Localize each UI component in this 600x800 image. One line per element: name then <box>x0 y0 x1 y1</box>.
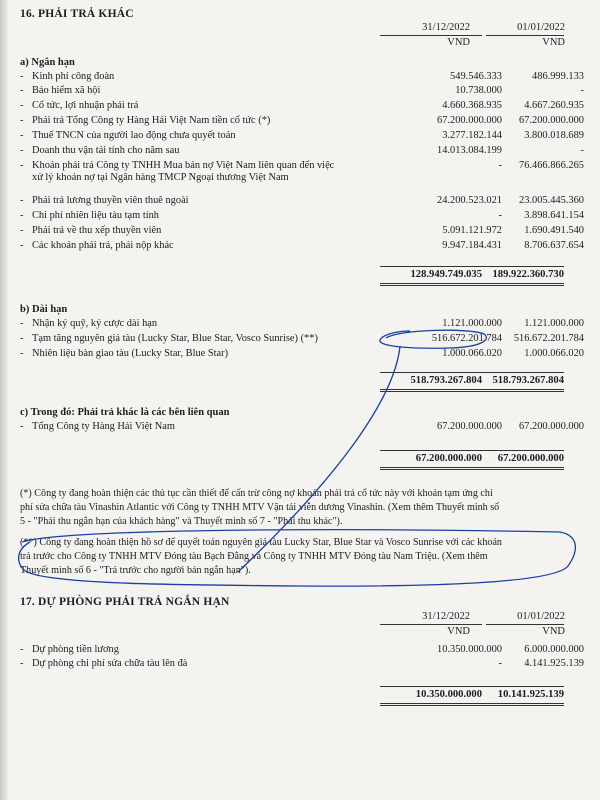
row-bullet: - <box>20 240 24 251</box>
note-line: phí sửa chữa tàu Vinashin Atlantic với Công ty TNHH MTV Vận tải viễn dương Vinashin. (Xem thêm Thuyết minh số <box>20 502 500 513</box>
row-label: Thuế TNCN của người lao động chưa quyết toán <box>32 130 236 141</box>
table-row <box>20 240 590 254</box>
section-17-title: 17. DỰ PHÒNG PHẢI TRẢ NGẮN HẠN <box>20 596 230 608</box>
row-value-2021: 1.000.066.020 <box>524 348 584 359</box>
row-label: Cổ tức, lợi nhuận phải trả <box>32 100 139 111</box>
row-value-2022: 10.350.000.000 <box>437 644 502 655</box>
table-row <box>20 85 590 99</box>
table-row <box>20 333 590 347</box>
table-row <box>20 115 590 129</box>
row-bullet: - <box>20 85 24 96</box>
table-row <box>20 130 590 144</box>
row-value-2022: - <box>498 160 502 171</box>
footnote-double-asterisk <box>20 536 575 578</box>
row-value-2021: 8.706.637.654 <box>524 240 584 251</box>
row-bullet: - <box>20 145 24 156</box>
provision-total-2022: 10.350.000.000 <box>415 689 482 700</box>
row-value-2022: 10.738.000 <box>455 85 502 96</box>
row-label: Phải trả lương thuyền viên thuê ngoài <box>32 195 189 206</box>
table-row <box>20 348 590 362</box>
table-row <box>20 225 590 239</box>
row-label: Nhận ký quỹ, ký cược dài hạn <box>32 318 158 329</box>
long-term-total-2021: 518.793.267.804 <box>492 375 564 386</box>
row-bullet: - <box>20 318 24 329</box>
col1-unit: VND <box>447 37 470 48</box>
provision-total-2021: 10.141.925.139 <box>497 689 564 700</box>
table-row <box>20 210 590 224</box>
note-line: (*) Công ty đang hoàn thiện các thủ tục cần thiết để cấn trừ công nợ khoản phải trả cổ tức này với khoản tạm ứng chi <box>20 488 493 499</box>
total-rule-bottom <box>380 283 564 284</box>
row-value-2022: 549.546.333 <box>450 71 502 82</box>
row-value-2021: 6.000.000.000 <box>524 644 584 655</box>
note-line: trả trước cho Công ty TNHH MTV Đóng tàu Bạch Đằng và Công ty TNHH MTV Đóng tàu Nam Triệu. (Xem thêm <box>20 551 488 562</box>
table-row <box>20 71 590 85</box>
table-row <box>20 318 590 332</box>
table-row <box>20 658 590 672</box>
row-value-2022: 14.013.084.199 <box>437 145 502 156</box>
row-bullet: - <box>20 130 24 141</box>
row-label: Chi phí nhiên liệu tàu tạm tính <box>32 210 159 221</box>
related-total-2022: 67.200.000.000 <box>415 453 482 464</box>
row-value-2021: 516.672.201.784 <box>513 333 584 344</box>
note-line: 5 - "Phải thu ngắn hạn của khách hàng" và Thuyết minh số 7 - "Phải thu khác"). <box>20 516 343 527</box>
total-rule-bottom <box>380 467 564 468</box>
table-row <box>20 421 590 435</box>
row-value-2021: 486.999.133 <box>532 71 584 82</box>
col2-unit: VND <box>542 37 565 48</box>
short-term-total-2022: 128.949.749.035 <box>410 269 482 280</box>
long-term-total-2022: 518.793.267.804 <box>410 375 482 386</box>
row-label: Tổng Công ty Hàng Hải Việt Nam <box>32 421 175 432</box>
row-value-2022: 516.672.201.784 <box>431 333 502 344</box>
row-label: Kinh phí công đoàn <box>32 71 115 82</box>
total-rule-top <box>380 450 564 451</box>
short-term-title: a) Ngắn hạn <box>20 57 75 68</box>
row-value-2022: 24.200.523.021 <box>437 195 502 206</box>
row-value-2022: 5.091.121.972 <box>442 225 502 236</box>
table-row <box>20 145 590 159</box>
row-label: Dự phòng chi phí sửa chữa tàu lên đà <box>32 658 188 669</box>
row-label: Phải trả Tổng Công ty Hàng Hải Việt Nam tiền cổ tức (*) <box>32 115 271 126</box>
section-16-title: 16. PHẢI TRẢ KHÁC <box>20 8 134 20</box>
row-bullet: - <box>20 160 24 171</box>
row-value-2022: - <box>498 658 502 669</box>
row-label: Nhiên liệu bàn giao tàu (Lucky Star, Blue Star) <box>32 348 229 359</box>
total-rule-top <box>380 372 564 373</box>
row-bullet: - <box>20 348 24 359</box>
total-rule-top <box>380 686 564 687</box>
row-value-2022: 4.660.368.935 <box>442 100 502 111</box>
total-rule-bottom <box>380 389 564 390</box>
long-term-title: b) Dài hạn <box>20 304 68 315</box>
row-value-2022: 3.277.182.144 <box>442 130 502 141</box>
total-rule-bottom <box>380 703 564 704</box>
row-value-2021: 3.898.641.154 <box>524 210 584 221</box>
row-value-2022: 1.121.000.000 <box>442 318 502 329</box>
row-value-2021: 67.200.000.000 <box>519 115 584 126</box>
row-label: Dự phòng tiền lương <box>32 644 119 655</box>
row-bullet: - <box>20 71 24 82</box>
table-row <box>20 100 590 114</box>
row-value-2021: 3.800.018.689 <box>524 130 584 141</box>
row-value-2022: 1.000.066.020 <box>442 348 502 359</box>
s17-col1-date: 31/12/2022 <box>422 611 470 622</box>
related-parties-title: c) Trong đó: Phải trả khác là các bên liên quan <box>20 407 230 418</box>
row-value-2022: 9.947.184.431 <box>442 240 502 251</box>
row-bullet: - <box>20 115 24 126</box>
row-bullet: - <box>20 658 24 669</box>
s17-col1-unit: VND <box>447 626 470 637</box>
row-label: Doanh thu vận tải tính cho năm sau <box>32 145 180 156</box>
row-bullet: - <box>20 100 24 111</box>
row-value-2021: - <box>580 85 584 96</box>
row-value-2021: 76.466.866.265 <box>519 160 584 171</box>
row-bullet: - <box>20 195 24 206</box>
total-rule-double <box>380 285 564 286</box>
row-bullet: - <box>20 210 24 221</box>
row-label-continued: xử lý khoản nợ tại Ngân hàng TMCP Ngoại thương Việt Nam <box>32 172 289 183</box>
row-label: Tạm tăng nguyên giá tàu (Lucky Star, Blue Star, Vosco Sunrise) (**) <box>32 333 318 344</box>
row-value-2021: 1.690.491.540 <box>524 225 584 236</box>
row-value-2021: - <box>580 145 584 156</box>
row-label: Khoản phải trả Công ty TNHH Mua bán nợ Việt Nam liên quan đến việc <box>32 160 335 171</box>
row-value-2021: 4.141.925.139 <box>524 658 584 669</box>
row-value-2022: 67.200.000.000 <box>437 421 502 432</box>
s17-col2-date: 01/01/2022 <box>517 611 565 622</box>
s17-col1-rule <box>380 624 482 625</box>
col2-date: 01/01/2022 <box>517 22 565 33</box>
short-term-total-2021: 189.922.360.730 <box>492 269 564 280</box>
table-row <box>20 644 590 658</box>
row-label: Bảo hiểm xã hội <box>32 85 101 96</box>
s17-col2-rule <box>486 624 564 625</box>
page-edge-shadow <box>0 0 8 800</box>
total-rule-top <box>380 266 564 267</box>
row-bullet: - <box>20 644 24 655</box>
related-total-2021: 67.200.000.000 <box>497 453 564 464</box>
row-label: Phải trả về thu xếp thuyền viên <box>32 225 162 236</box>
table-row <box>20 160 590 188</box>
row-value-2021: 23.005.445.360 <box>519 195 584 206</box>
col2-rule <box>486 35 564 36</box>
s17-col2-unit: VND <box>542 626 565 637</box>
row-label: Các khoản phải trả, phải nộp khác <box>32 240 174 251</box>
col1-rule <box>380 35 482 36</box>
col1-date: 31/12/2022 <box>422 22 470 33</box>
row-value-2021: 1.121.000.000 <box>524 318 584 329</box>
row-value-2021: 4.667.260.935 <box>524 100 584 111</box>
row-value-2022: - <box>498 210 502 221</box>
note-line: Thuyết minh số 6 - "Trả trước cho người bán ngắn hạn"). <box>20 565 251 576</box>
table-row <box>20 195 590 209</box>
total-rule-double <box>380 469 564 470</box>
row-bullet: - <box>20 421 24 432</box>
row-bullet: - <box>20 333 24 344</box>
row-value-2021: 67.200.000.000 <box>519 421 584 432</box>
row-bullet: - <box>20 225 24 236</box>
row-value-2022: 67.200.000.000 <box>437 115 502 126</box>
footnote-single-asterisk <box>20 487 575 529</box>
total-rule-double <box>380 705 564 706</box>
total-rule-double <box>380 391 564 392</box>
note-line: (**) Công ty đang hoàn thiện hồ sơ để quyết toán nguyên giá tàu Lucky Star, Blue Star và Vosco Sunrise với các khoản <box>20 537 502 548</box>
